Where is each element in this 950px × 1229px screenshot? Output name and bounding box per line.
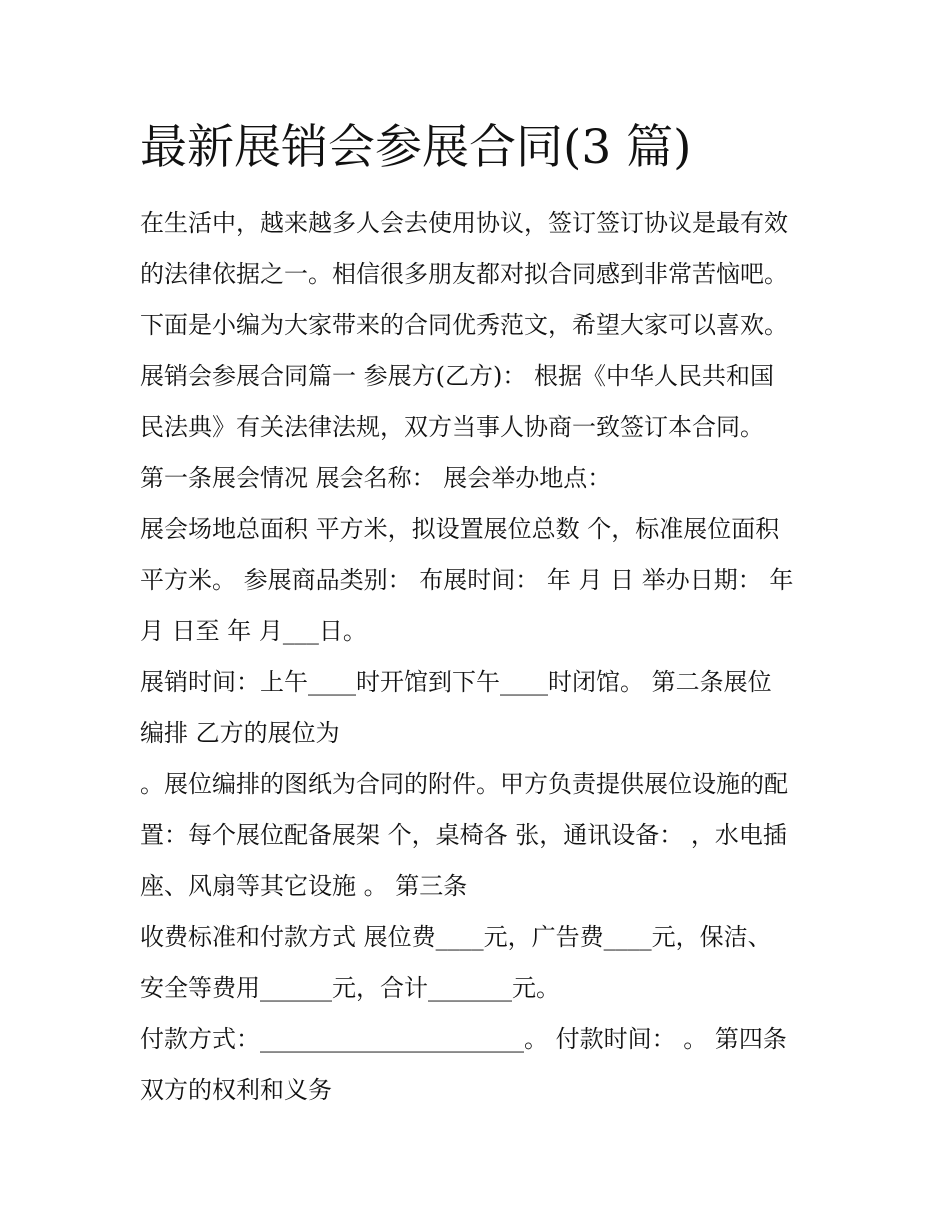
- body-line: 安全等费用______元，合计_______元。: [140, 974, 560, 1002]
- document-title: 最新展销会参展合同(3 篇): [140, 120, 692, 175]
- body-line: 民法典》有关法律法规，双方当事人协商一致签订本合同。: [140, 413, 764, 441]
- body-line: 月 日至 年 月___日。: [140, 617, 367, 645]
- document-body: [140, 198, 820, 1116]
- body-line: 平方米。 参展商品类别： 布展时间： 年 月 日 举办日期： 年: [140, 566, 794, 594]
- body-line: 展会场地总面积 平方米，拟设置展位总数 个，标准展位面积: [140, 515, 780, 543]
- body-line: 收费标准和付款方式 展位费____元，广告费____元，保洁、: [140, 923, 772, 951]
- body-line: 。展位编排的图纸为合同的附件。甲方负责提供展位设施的配: [140, 770, 788, 798]
- body-line: 座、风扇等其它设施 。 第三条: [140, 872, 468, 900]
- body-line: 编排 乙方的展位为: [140, 719, 340, 747]
- body-line: 展销会参展合同篇一 参展方(乙方)： 根据《中华人民共和国: [140, 362, 774, 390]
- body-line: 在生活中，越来越多人会去使用协议，签订签订协议是最有效: [140, 209, 788, 237]
- body-line: 付款方式：______________________。 付款时间： 。 第四条: [140, 1025, 787, 1053]
- body-line: 置：每个展位配备展架 个，桌椅各 张，通讯设备： ，水电插: [140, 821, 787, 849]
- body-line: 的法律依据之一。相信很多朋友都对拟合同感到非常苦恼吧。: [140, 260, 788, 288]
- body-line: 第一条展会情况 展会名称： 展会举办地点：: [140, 464, 612, 492]
- body-line: 展销时间：上午____时开馆到下午____时闭馆。 第二条展位: [140, 668, 772, 696]
- body-line: 双方的权利和义务: [140, 1076, 332, 1104]
- body-line: 下面是小编为大家带来的合同优秀范文，希望大家可以喜欢。: [140, 311, 788, 339]
